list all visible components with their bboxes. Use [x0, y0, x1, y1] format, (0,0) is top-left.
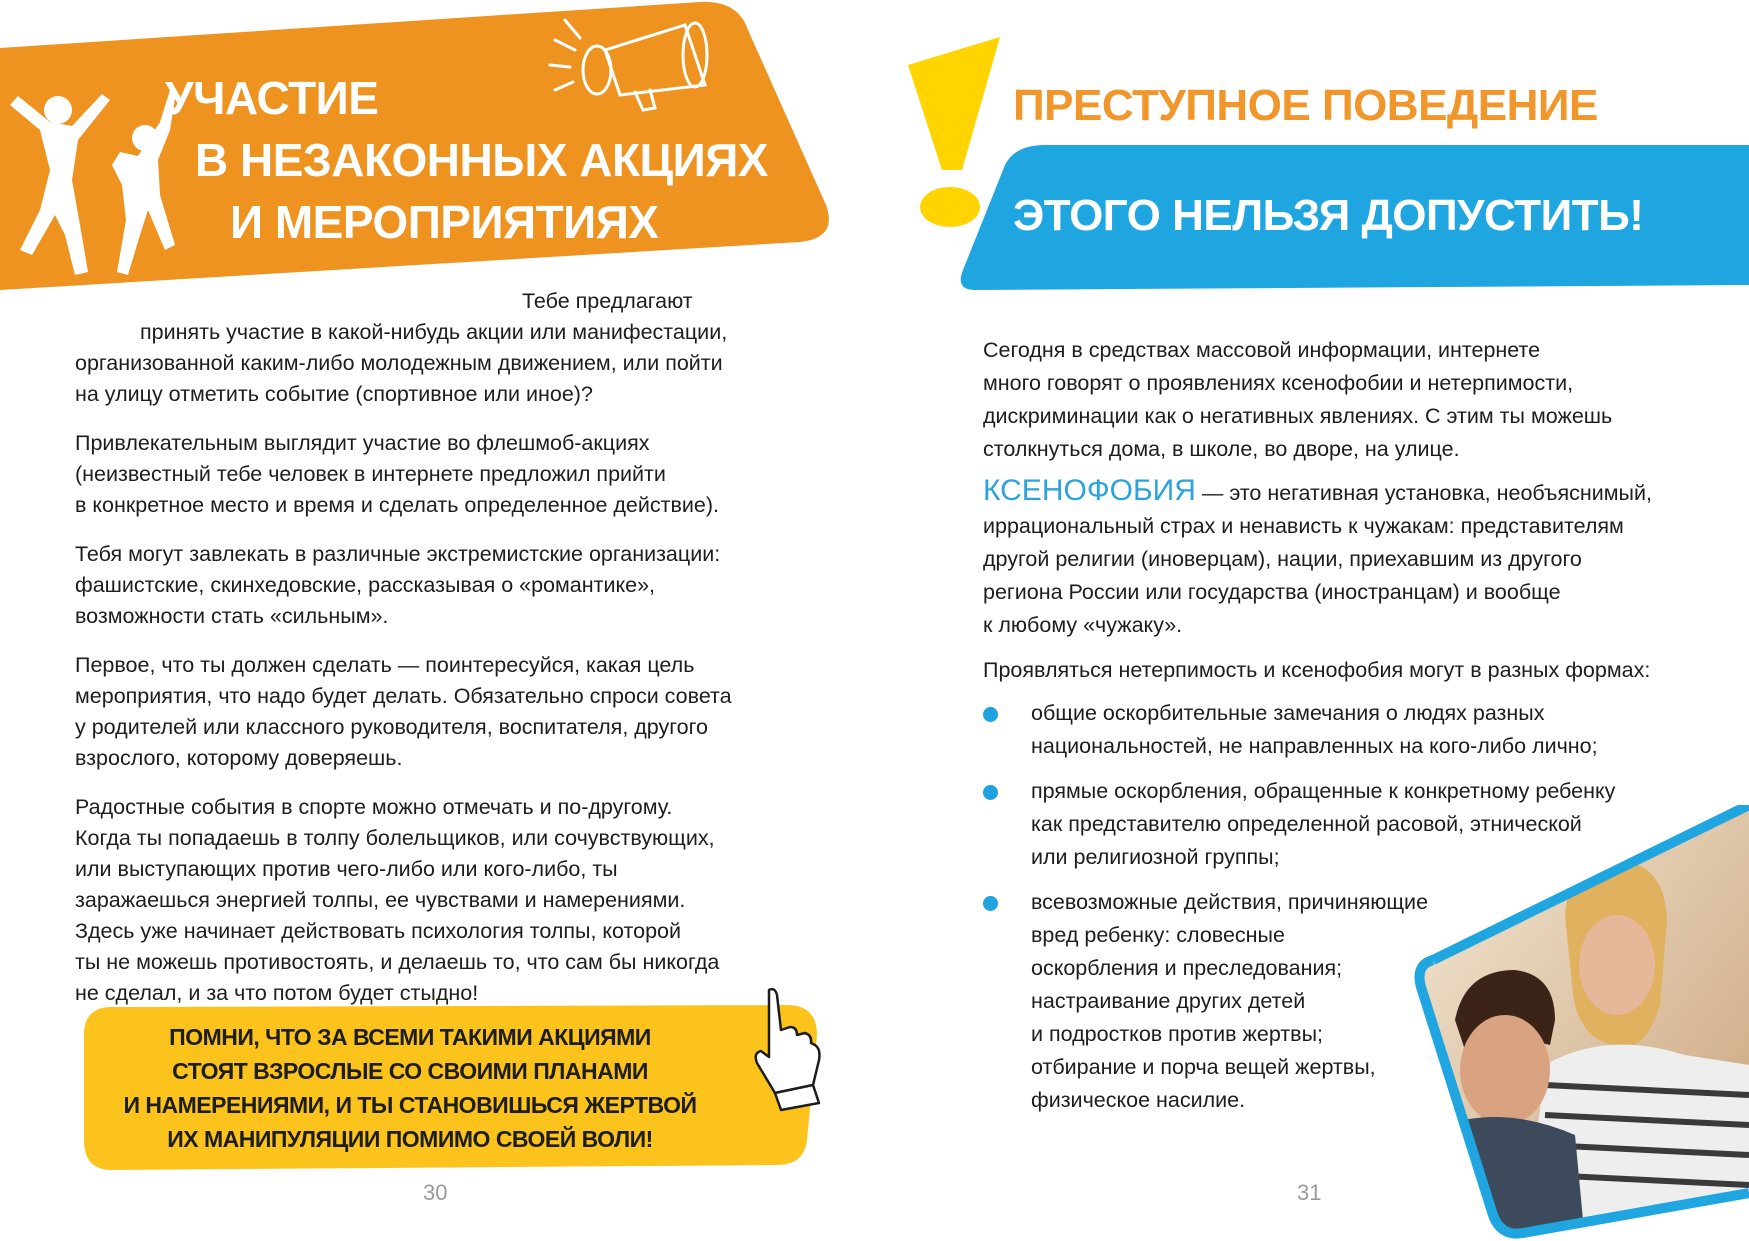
extremist-line-1: Тебя могут завлекать в различные экстремистские организации: [75, 542, 721, 566]
page-number-left: 30 [423, 1180, 448, 1205]
bullet2-line-1: прямые оскорбления, обращенные к конкретному ребенку [1031, 779, 1616, 803]
intro-line-2: принять участие в какой-нибудь акции или манифестации, [140, 320, 728, 344]
definition-line-2: иррациональный страх и ненависть к чужакам: представителям [983, 514, 1624, 538]
bullet1-line-1: общие оскорбительные замечания о людях разных [1031, 701, 1545, 725]
definition-line-3: другой религии (иноверцам), нации, приехавшим из другого [983, 547, 1582, 571]
extremist-line-3: возможности стать «сильным». [75, 604, 389, 628]
bullet3-line-6: отбирание и порча вещей жертвы, [1031, 1055, 1376, 1079]
left-title-line-3: И МЕРОПРИЯТИЯХ [230, 196, 659, 248]
extremist-line-2: фашистские, скинхедовские, рассказывая о «романтике», [75, 573, 655, 597]
bullet3-line-1: всевозможные действия, причиняющие [1031, 890, 1429, 914]
bullet3-line-4: настраивание других детей [1031, 989, 1306, 1013]
bullet1-line-2: национальностей, не направленных на кого-либо лично; [1031, 734, 1598, 758]
right-intro-line-1: Сегодня в средствах массовой информации, интернете [983, 338, 1541, 362]
bullet2-line-3: или религиозной группы; [1031, 845, 1280, 869]
definition-first: — это негативная установка, необъяснимый, [1195, 481, 1652, 505]
bullet3-line-5: и подростков против жертвы; [1031, 1022, 1324, 1046]
definition-line-1 [983, 474, 1703, 510]
crowd-line-5: Здесь уже начинает действовать психология толпы, которой [75, 919, 682, 943]
intro-line-3: организованной каким-либо молодежным движением, или пойти [75, 351, 723, 375]
advice-line-4: взрослого, которому доверяешь. [75, 746, 403, 770]
advice-line-3: у родителей или классного руководителя, воспитателя, другого [75, 715, 708, 739]
bullet2-line-2: как представителю определенной расовой, этнической [1031, 812, 1582, 836]
bullet3-line-7: физическое насилие. [1031, 1088, 1246, 1112]
left-title-line-2: В НЕЗАКОННЫХ АКЦИЯХ [195, 134, 768, 186]
crowd-line-2: Когда ты попадаешь в толпу болельщиков, или сочувствующих, [75, 826, 715, 850]
right-title: ПРЕСТУПНОЕ ПОВЕДЕНИЕ [1013, 81, 1598, 130]
callout-line-3: И НАМЕРЕНИЯМИ, И ТЫ СТАНОВИШЬСЯ ЖЕРТВОЙ [123, 1092, 697, 1118]
bullet3-line-2: вред ребенку: словесные [1031, 923, 1285, 947]
right-banner-text: ЭТОГО НЕЛЬЗЯ ДОПУСТИТЬ! [1013, 191, 1644, 240]
flashmob-line-3: в конкретное место и время и сделать определенное действие). [75, 493, 720, 517]
left-title-line-1: УЧАСТИЕ [165, 72, 379, 124]
right-intro-line-4: столкнуться дома, в школе, во дворе, на улице. [983, 437, 1460, 461]
flashmob-line-2: (неизвестный тебе человек в интернете предложил прийти [75, 462, 666, 486]
callout-line-1: ПОМНИ, ЧТО ЗА ВСЕМИ ТАКИМИ АКЦИЯМИ [169, 1024, 651, 1050]
left-body [75, 286, 795, 1009]
definition-line-4: региона России или государства (иностранцам) и вообще [983, 580, 1561, 604]
bullet-dot [983, 785, 998, 800]
forms-intro: Проявляться нетерпимость и ксенофобия могут в разных формах: [983, 658, 1651, 682]
crowd-line-4: заражаешься энергией толпы, ее чувствами и намерениями. [75, 888, 686, 912]
bullet-dot [983, 707, 998, 722]
bullet3-line-3: оскорбления и преследования; [1031, 956, 1343, 980]
crowd-line-6: ты не можешь противостоять, и делаешь то, что сам бы никогда [75, 950, 720, 974]
flashmob-line-1: Привлекательным выглядит участие во флешмоб-акциях [75, 431, 650, 455]
advice-line-1: Первое, что ты должен сделать — поинтересуйся, какая цель [75, 653, 695, 677]
crowd-line-7: не сделал, и за что потом будет стыдно! [75, 981, 479, 1005]
right-intro-line-2: много говорят о проявлениях ксенофобии и нетерпимости, [983, 371, 1574, 395]
callout-text [110, 1020, 710, 1156]
intro-line-4: на улицу отметить событие (спортивное или иное)? [75, 382, 593, 406]
crowd-line-3: или выступающих против чего-либо или кого-либо, ты [75, 857, 618, 881]
page-number-right: 31 [1297, 1180, 1322, 1205]
xenophobia-term: КСЕНОФОБИЯ [983, 474, 1196, 507]
definition-line-5: к любому «чужаку». [983, 613, 1183, 637]
right-intro-line-3: дискриминации как о негативных явлениях. С этим ты можешь [983, 404, 1613, 428]
callout-line-2: СТОЯТ ВЗРОСЛЫЕ СО СВОИМИ ПЛАНАМИ [172, 1058, 648, 1084]
megaphone-icon [535, 10, 755, 120]
list-item [983, 697, 1703, 763]
callout-line-4: ИХ МАНИПУЛЯЦИИ ПОМИМО СВОЕЙ ВОЛИ! [167, 1126, 653, 1152]
crowd-line-1: Радостные события в спорте можно отмечать и по-другому. [75, 795, 673, 819]
intro-line-1: Тебе предлагают [522, 289, 693, 313]
mother-son-photo [1405, 805, 1749, 1241]
bullet-dot [983, 896, 998, 911]
pointing-hand-icon [735, 985, 825, 1115]
advice-line-2: мероприятия, что надо будет делать. Обязательно спроси совета [75, 684, 732, 708]
